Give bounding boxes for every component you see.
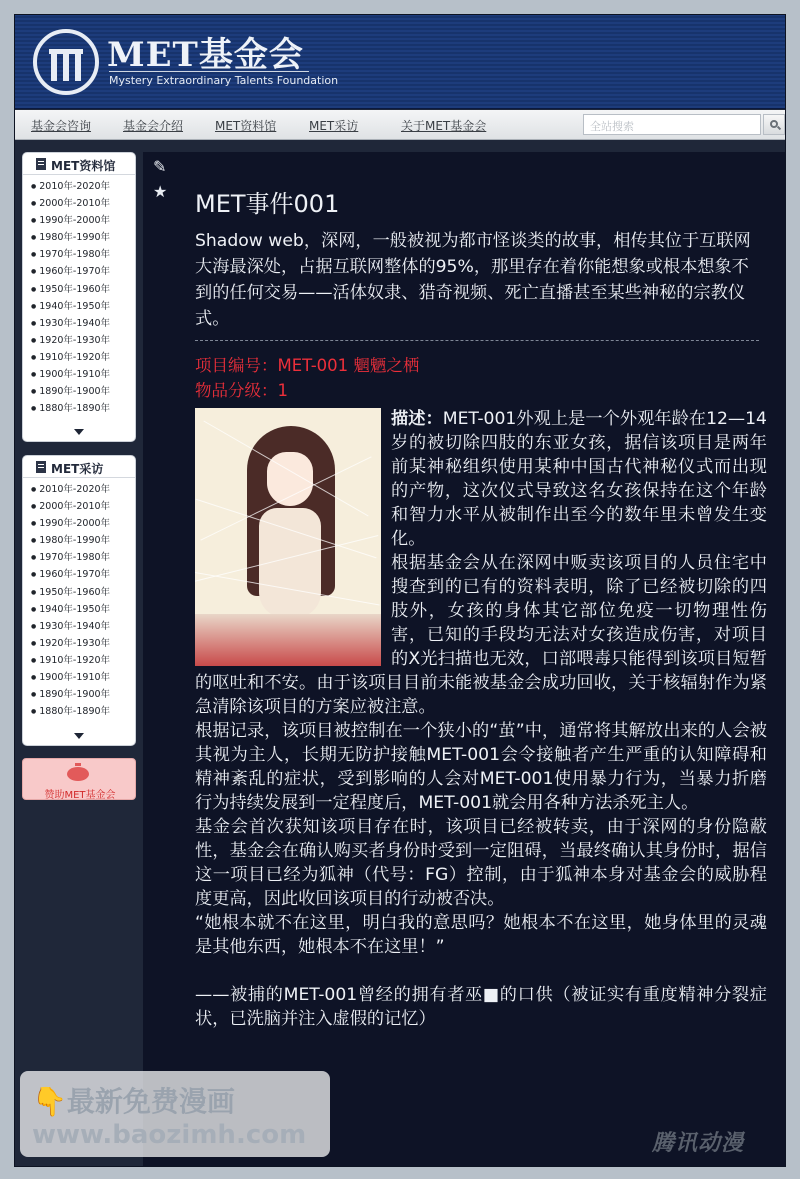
year-link[interactable]: ● 1930年-1940年 bbox=[31, 618, 135, 635]
year-link[interactable]: ● 1980年-1990年 bbox=[31, 532, 135, 549]
year-link[interactable]: ● 1970年-1980年 bbox=[31, 549, 135, 566]
body-paragraph: 基金会首次获知该项目存在时，该项目已经被转卖，由于深网的身份隐蔽性，基金会在确认购买者身份时受到一定阻碍，当最终确认其身份时，据信这一项目已经为狐神（代号：FG）控制，由于狐神本身对基金会的威胁程度更高，因此收回该项目的行动被否决。 bbox=[195, 817, 767, 909]
year-link[interactable]: ● 1990年-2000年 bbox=[31, 515, 135, 532]
search-input[interactable]: 全站搜索 bbox=[583, 114, 761, 135]
search-button[interactable] bbox=[763, 114, 785, 135]
top-nav bbox=[15, 110, 786, 140]
quote-paragraph: “她根本就不在这里，明白我的意思吗？她根本不在这里，她身体里的灵魂是其他东西，她根本不在这里！” bbox=[195, 913, 767, 957]
item-number: 项目编号：MET-001 魍魉之栖 bbox=[195, 356, 420, 375]
scroll-down-icon[interactable] bbox=[74, 733, 84, 739]
year-link[interactable]: ● 1980年-1990年 bbox=[31, 229, 135, 246]
panel-title[interactable]: MET资料馆 bbox=[23, 153, 135, 175]
item-class: 物品分级：1 bbox=[195, 381, 288, 400]
quote-source: ——被捕的MET-001曾经的拥有者巫■的口供（被证实有重度精神分裂症状，已洗脑并注入虚假的记忆） bbox=[195, 985, 767, 1029]
panel-title[interactable]: MET采访 bbox=[23, 456, 135, 478]
year-link[interactable]: ● 1890年-1900年 bbox=[31, 686, 135, 703]
year-list bbox=[23, 478, 135, 720]
description-label: 描述： bbox=[391, 409, 443, 429]
year-link[interactable]: ● 1950年-1960年 bbox=[31, 281, 135, 298]
year-link[interactable]: ● 1880年-1890年 bbox=[31, 400, 135, 417]
book-icon bbox=[36, 461, 46, 473]
year-link[interactable]: ● 1990年-2000年 bbox=[31, 212, 135, 229]
year-link[interactable]: ● 2010年-2020年 bbox=[31, 481, 135, 498]
article-intro: Shadow web，深网，一般被视为都市怪谈类的故事，相传其位于互联网大海最深处，占据互联网整体的95%，那里存在着你能想象或根本想象不到的任何交易——活体奴隶、猎奇视频、死亡直播甚至某些神秘的宗教仪式。 bbox=[195, 231, 751, 329]
edit-icon[interactable]: ✎ bbox=[153, 157, 167, 176]
year-link[interactable]: ● 1920年-1930年 bbox=[31, 635, 135, 652]
nav-item-consult[interactable]: 基金会咨询 bbox=[31, 119, 92, 133]
site-title[interactable]: MET基金会 bbox=[107, 35, 304, 75]
publisher-watermark: 腾讯动漫 bbox=[652, 1131, 745, 1156]
site-header bbox=[15, 15, 786, 109]
sidebar-panel-archive bbox=[22, 152, 136, 442]
body-paragraph: 根据基金会从在深网中贩卖该项目的人员住宅中搜查到的已有的资料表明，除了已经被切除的四肢外，女孩的身体其它部位免疫一切物理性伤害，已知的手段均无法对女孩造成伤害，对项目的X光扫描也无效，口部喂毒只能得到该项目短暂的呕吐和不安。由于该项目目前未能被基金会成功回收，关于核辐射作为紧急清除该项目的方案应被注意。 bbox=[195, 553, 767, 717]
page-frame bbox=[14, 14, 786, 1167]
nav-item-intro[interactable]: 基金会介绍 bbox=[123, 119, 184, 133]
donate-button[interactable] bbox=[22, 758, 136, 800]
article-body bbox=[195, 407, 767, 1031]
year-link[interactable]: ● 1900年-1910年 bbox=[31, 366, 135, 383]
year-link[interactable]: ● 1940年-1950年 bbox=[31, 298, 135, 315]
year-link[interactable]: ● 2000年-2010年 bbox=[31, 498, 135, 515]
year-link[interactable]: ● 2010年-2020年 bbox=[31, 178, 135, 195]
watermark-text: 👇最新免费漫画 bbox=[32, 1085, 235, 1118]
year-link[interactable]: ● 1890年-1900年 bbox=[31, 383, 135, 400]
site-subtitle: Mystery Extraordinary Talents Foundation bbox=[109, 71, 309, 87]
article-area bbox=[143, 152, 785, 1167]
year-link[interactable]: ● 1920年-1930年 bbox=[31, 332, 135, 349]
foundation-logo-icon[interactable] bbox=[33, 29, 99, 95]
piggy-bank-icon bbox=[67, 767, 89, 781]
star-icon[interactable]: ★ bbox=[153, 182, 168, 201]
year-link[interactable]: ● 1960年-1970年 bbox=[31, 263, 135, 280]
nav-item-interview[interactable]: MET采访 bbox=[309, 119, 359, 133]
sidebar-panel-interview bbox=[22, 455, 136, 746]
nav-item-about[interactable]: 关于MET基金会 bbox=[401, 119, 487, 133]
year-list bbox=[23, 175, 135, 417]
article-title: MET事件001 bbox=[195, 190, 340, 218]
scroll-down-icon[interactable] bbox=[74, 429, 84, 435]
nav-item-archive[interactable]: MET资料馆 bbox=[215, 119, 277, 133]
book-icon bbox=[36, 158, 46, 170]
year-link[interactable]: ● 1880年-1890年 bbox=[31, 703, 135, 720]
year-link[interactable]: ● 1970年-1980年 bbox=[31, 246, 135, 263]
year-link[interactable]: ● 1910年-1920年 bbox=[31, 652, 135, 669]
year-link[interactable]: ● 2000年-2010年 bbox=[31, 195, 135, 212]
divider bbox=[195, 340, 759, 341]
donate-label: 赞助MET基金会 bbox=[44, 790, 116, 801]
watermark-url: www.baozimh.com bbox=[32, 1120, 307, 1150]
year-link[interactable]: ● 1960年-1970年 bbox=[31, 566, 135, 583]
year-link[interactable]: ● 1930年-1940年 bbox=[31, 315, 135, 332]
year-link[interactable]: ● 1940年-1950年 bbox=[31, 601, 135, 618]
description-paragraph: 描述：MET-001外观上是一个外观年龄在12—14岁的被切除四肢的东亚女孩，据信该项目是两年前某神秘组织使用某种中国古代神秘仪式而出现的产物，这次仪式导致这名女孩保持在这个年龄和智力水平从被制作出至今的数年里未曾发生变化。 bbox=[391, 409, 767, 549]
year-link[interactable]: ● 1910年-1920年 bbox=[31, 349, 135, 366]
year-link[interactable]: ● 1950年-1960年 bbox=[31, 584, 135, 601]
body-paragraph: 根据记录，该项目被控制在一个狭小的“茧”中，通常将其解放出来的人会被其视为主人，长期无防护接触MET-001会令接触者产生严重的认知障碍和精神紊乱的症状，受到影响的人会对MET-001使用暴力行为，当暴力折磨行为持续发展到一定程度后，MET-001就会用各种方法杀死主人。 bbox=[195, 721, 767, 813]
year-link[interactable]: ● 1900年-1910年 bbox=[31, 669, 135, 686]
